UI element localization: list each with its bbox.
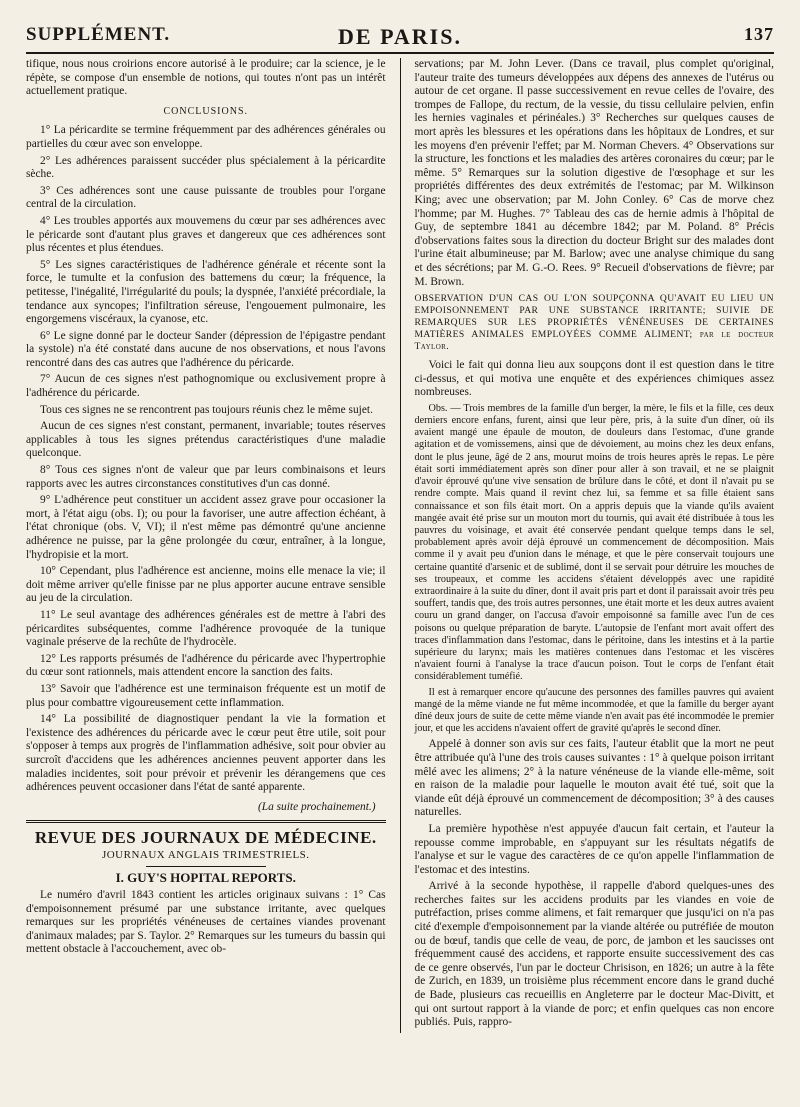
conclusion-item: 6° Le signe donné par le docteur Sander (dépression de l'épigastre pendant la systole) n'a été constaté dans aucune de nos observations, et nous l'avons rencontré dans des cas autres que l'adhérence du péricarde.	[26, 329, 386, 369]
left-intro: tifique, nous nous croirions encore autorisé à le produire; car la science, je le répète, se compose d'un ensemble de notions, qui toutes n'ont pas un intérêt actuellement pratique.	[26, 58, 386, 98]
conclusion-item: 3° Ces adhérences sont une cause puissante de troubles pour l'organe central de la circulation.	[26, 184, 386, 211]
revue-section-title: I. GUY'S HOPITAL REPORTS.	[115, 870, 296, 886]
page-header	[26, 18, 774, 54]
section-divider	[26, 820, 386, 823]
conclusion-item: 8° Tous ces signes n'ont de valeur que par leurs combinaisons et leurs rapports avec les autres circonstances constitutives d'un cas donné.	[26, 464, 386, 490]
revue-title: REVUE DES JOURNAUX DE MÉDECINE.	[34, 828, 377, 848]
observation-heading	[415, 293, 775, 353]
conclusion-item: 14° La possibilité de diagnostiquer pendant la vie la formation et l'existence des adhérences du péricarde avec le cœur peut être utile, soit pour s'opposer à temps aux progrès de l'inflammation adhésive, soit pour obvier au surcroît d'accidens que les adhérences anciennes peuvent apporter dans les maladies incidentes, soit pour prévoir et prévenir les dérangemens que ces adhérences peuvent occasioner dans l'état de santé apparente.	[26, 713, 386, 794]
suite-prochainement: (La suite prochainement.)	[257, 800, 376, 813]
body-paragraph: Appelé à donner son avis sur ces faits, l'auteur établit que la mort ne peut être attribuée qu'à l'une des trois causes suivantes : 1° à quelque poison irritant mêlé avec les alimens; 2° à la nature vénéneuse de la viande elle-même, soit en raison de la maladie pour laquelle le mouton avait été tué, soit que la viande eût déjà éprouvé un commencement de décomposition; 3° à des causes naturelles.	[414, 738, 775, 819]
body-paragraph: Arrivé à la seconde hypothèse, il rappelle d'abord quelques-unes des recherches faites sur les accidens produits par les viandes en voie de putréfaction, prises comme alimens, et fait remarquer que jusqu'ici on n'a pas cité d'exemple d'empoisonnement par la viande altérée ou putréfiée de mouton ou de bœuf, tandis que celle de veau, de porc, de jambon et les saucisses ont fréquemment causé des accidens, et rapporte ensuite successivement des cas de ce genre observés, l'un par le docteur Chrisison, en 1826; un autre à la fête de Zurich, en 1839, un troisième plus récemment encore dans le grand duché de Bade, plusieurs cas recueillis en Angleterre par le docteur Mac-Divitt, et qui ont surtout rapport à la viande de porc; et enfin quelques cas non encore publiés. Puis, rappro-	[414, 880, 775, 1029]
right-column	[415, 58, 775, 1033]
header-supplement: SUPPLÉMENT.	[26, 24, 171, 45]
body-paragraph: La première hypothèse n'est appuyée d'aucun fait certain, et l'auteur la repousse comme improbable, en s'appuyant sur les résultats négatifs de l'analyse et sur le vague des caractères de ce qu'on appelle l'inflammation de l'estomac et des intestins.	[414, 822, 775, 876]
conclusion-item: 11° Le seul avantage des adhérences générales est de mettre à l'abri des péricardites subséquentes, comme l'adhérence provoquée de la tunique vaginale préserve de la rechûte de l'hydrocèle.	[26, 608, 386, 649]
short-rule	[146, 866, 266, 867]
left-column	[26, 58, 386, 1033]
conclusion-item: 9° L'adhérence peut constituer un accident assez grave pour occasioner la mort, à l'état aigu (obs. I); ou pour la favoriser, une autre affection échéant, à l'état chronique (obs. V, VI); il n'est même pas démontré qu'une ancienne adhérence ne puisse, par la gêne prolongée du cœur, entraîner, à la longue, l'hydropisie et la mort.	[26, 494, 386, 561]
conclusion-item: 7° Aucun de ces signes n'est pathognomique ou exclusivement propre à l'adhérence du péricarde.	[26, 373, 386, 400]
conclusion-item: 12° Les rapports présumés de l'adhérence du péricarde avec l'hypertrophie du cœur sont rationnels, mais attendent encore la sanction des faits.	[26, 652, 386, 679]
observation-text: Obs. — Trois membres de la famille d'un berger, la mère, le fils et la fille, ces deux derniers encore enfans, furent, ainsi que leur père, pris, à la suite d'un dîner, où ils avaient mangé une épaule de mouton, de douleurs dans l'estomac, d'une grande agitation et de vomissemens, ainsi que de dévoiement, au moins chez les deux enfans, dont le plus jeune, âgé de 2 ans, mourut moins de trois heures après le repas. Le père était sorti immédiatement après son dîner pour aller à son travail, et ne se plaignit d'avoir éprouvé qu'une vive sensation de brûlure dans le côté, et dont il n'avait pu se rendre compte. Mais quand il revint chez lui, sa femme et sa fille étaient sans connaissance et son fils était mort. On a appris depuis que la viande qu'ils avaient mangée avait été prise sur un mouton mort du tournis, qui avait été distribuée à tous les pauvres du voisinage, et avait été conservée pendant quelque temps dans le sel, probablement après avoir déjà éprouvé un commencement de décomposition. Mais comme il y avait peu d'union dans le ménage, et que le père conservait toujours une certaine quantité d'arsenic et de sublimé, dont il se servait pour détruire les mouches de ses troupeaux, et comme les accidens s'étaient développés avec une rapidité extraordinaire à la suite du dîner, dont il avait pris part et dont il paraissait avoir très peu souffert, tandis que, des trois autres personnes, une était morte et les deux autres avaient couru un grand danger, on l'accusa d'avoir empoisonné sa famille avec l'un de ces poisons ou quelque préparation de baryte. L'autopsie de l'enfant mort avait offert des traces d'inflammation dans l'estomac, dans le péritoine, dans les intestins et à la partie supérieure du larynx; mais les matières contenues dans l'estomac et les viscères n'avaient fourni à l'analyse la trace d'aucun poison. Tout le corps de l'enfant était considérablement tuméfié.	[414, 402, 775, 683]
conclusion-item: Tous ces signes ne se rencontrent pas toujours réunis chez le même sujet.	[40, 403, 373, 416]
conclusion-item: 5° Les signes caractéristiques de l'adhérence générale et récente sont la force, le tumulte et la confusion des battemens du cœur; la fréquence, la petitesse, l'inégalité, l'irrégularité du pouls; la dyspnée, l'anxiété précordiale, la tendance aux syncopes; l'infiltration séreuse, l'engouement pulmonaire, les engorgemens viscéraux, la cyanose, etc.	[26, 258, 386, 326]
column-separator	[400, 58, 401, 1033]
conclusion-item: Aucun de ces signes n'est constant, permanent, invariable; toutes réserves applicables à tous les signes prétendus caractéristiques d'une maladie quelconque.	[26, 420, 386, 460]
conclusion-item: 2° Les adhérences paraissent succéder plus spécialement à la péricardite sèche.	[26, 154, 386, 181]
voici-paragraph: Voici le fait qui donna lieu aux soupçons dont il est question dans le titre ci-dessus, et qui motiva une enquête et des expériences chimiques assez nombreuses.	[414, 359, 775, 399]
revue-text: Le numéro d'avril 1843 contient les articles originaux suivans : 1° Cas d'empoisonnement présumé par une substance irritante, avec quelques remarques sur les propriétés vénéneuses de certaines viandes provenant d'animaux malades; par S. Taylor. 2° Remarques sur les tumeurs du bassin qui mettent obstacle à l'accouchement, avec ob-	[26, 889, 386, 956]
right-intro: servations; par M. John Lever. (Dans ce travail, plus complet qu'original, l'auteur traite des tumeurs développées aux dépens des annexes de l'utérus ou autour de cet organe. Il passe successivement en revue celles de l'ovaire, des trompes de Fallope, du rectum, de la vessie, du tissu cellulaire pelvien, enfin les hernies vaginales et périnéales.) 3° Recherches sur quelques causes de mort après les blessures et les opérations dans les hôpitaux de Londres, et sur les moyens d'en prévenir l'effet; par M. Norman Chevers. 4° Observations sur la structure, les fonctions et les maladies des artères coronaires du cœur; par le même. 5° Remarques sur la solution digestive de l'œsophage et sur les propriétés différentes des deux extrémités de l'estomac; par M. Wilkinson King; avec une observation; par M. John Conley. 6° Cas de morve chez l'homme; par M. Hughes. 7° Tableau des cas de hernie admis à l'hôpital de Guy, de septembre 1841 au décembre 1842; par M. Poland. 8° Précis d'observations faites sous la direction du docteur Bright sur des malades dont l'urine était albumineuse; par M. Barlow; avec une analyse chimique du sang et des sécrétions; par M. G.-O. Rees. 9° Recueil d'observations de fièvre; par M. Brown.	[414, 58, 775, 288]
header-title: DE PARIS.	[338, 24, 462, 49]
page-number: 137	[744, 24, 774, 44]
conclusion-item: 1° La péricardite se termine fréquemment par des adhérences générales ou partielles du cœur avec son enveloppe.	[26, 124, 386, 150]
observation-text: Il est à remarquer encore qu'aucune des personnes des familles pauvres qui avaient mangé de la même viande ne fut même incommodée, et que la famille du berger ayant dîné deux jours de suite de cette même viande n'en avait pas été incommodée le premier jour, et que les accidens n'avaient offert de gravité qu'après le second dîner.	[414, 686, 775, 735]
revue-subtitle: JOURNAUX ANGLAIS TRIMESTRIELS.	[101, 848, 310, 861]
conclusion-item: 4° Les troubles apportés aux mouvemens du cœur par ses adhérences avec le péricarde sont d'autant plus graves et dangereux que ces adhérences sont plus récentes et plus étendues.	[26, 214, 386, 255]
conclusion-item: 13° Savoir que l'adhérence est une terminaison fréquente est un motif de plus pour combattre vigoureusement cette inflammation.	[26, 682, 386, 709]
observation-heading-text: OBSERVATION D'UN CAS OU L'ON SOUPÇONNA QU'AVAIT EU LIEU UN EMPOISONNEMENT PAR UNE SUBSTANCE IRRITANTE; SUIVIE DE REMARQUES SUR LES PROPRIÉTÉS VÉNÉNEUSES DE CERTAINES MATIÈRES ANIMALES EMPLOYÉES COMME ALIMENT; par le docteur Taylor.	[414, 293, 775, 353]
columns	[26, 58, 774, 1033]
conclusions-title: CONCLUSIONS.	[163, 105, 249, 117]
conclusion-item: 10° Cependant, plus l'adhérence est ancienne, moins elle menace la vie; il doit même arriver qu'elle finisse par ne plus apporter aucune entrave sensible au jeu de la circulation.	[26, 565, 386, 605]
